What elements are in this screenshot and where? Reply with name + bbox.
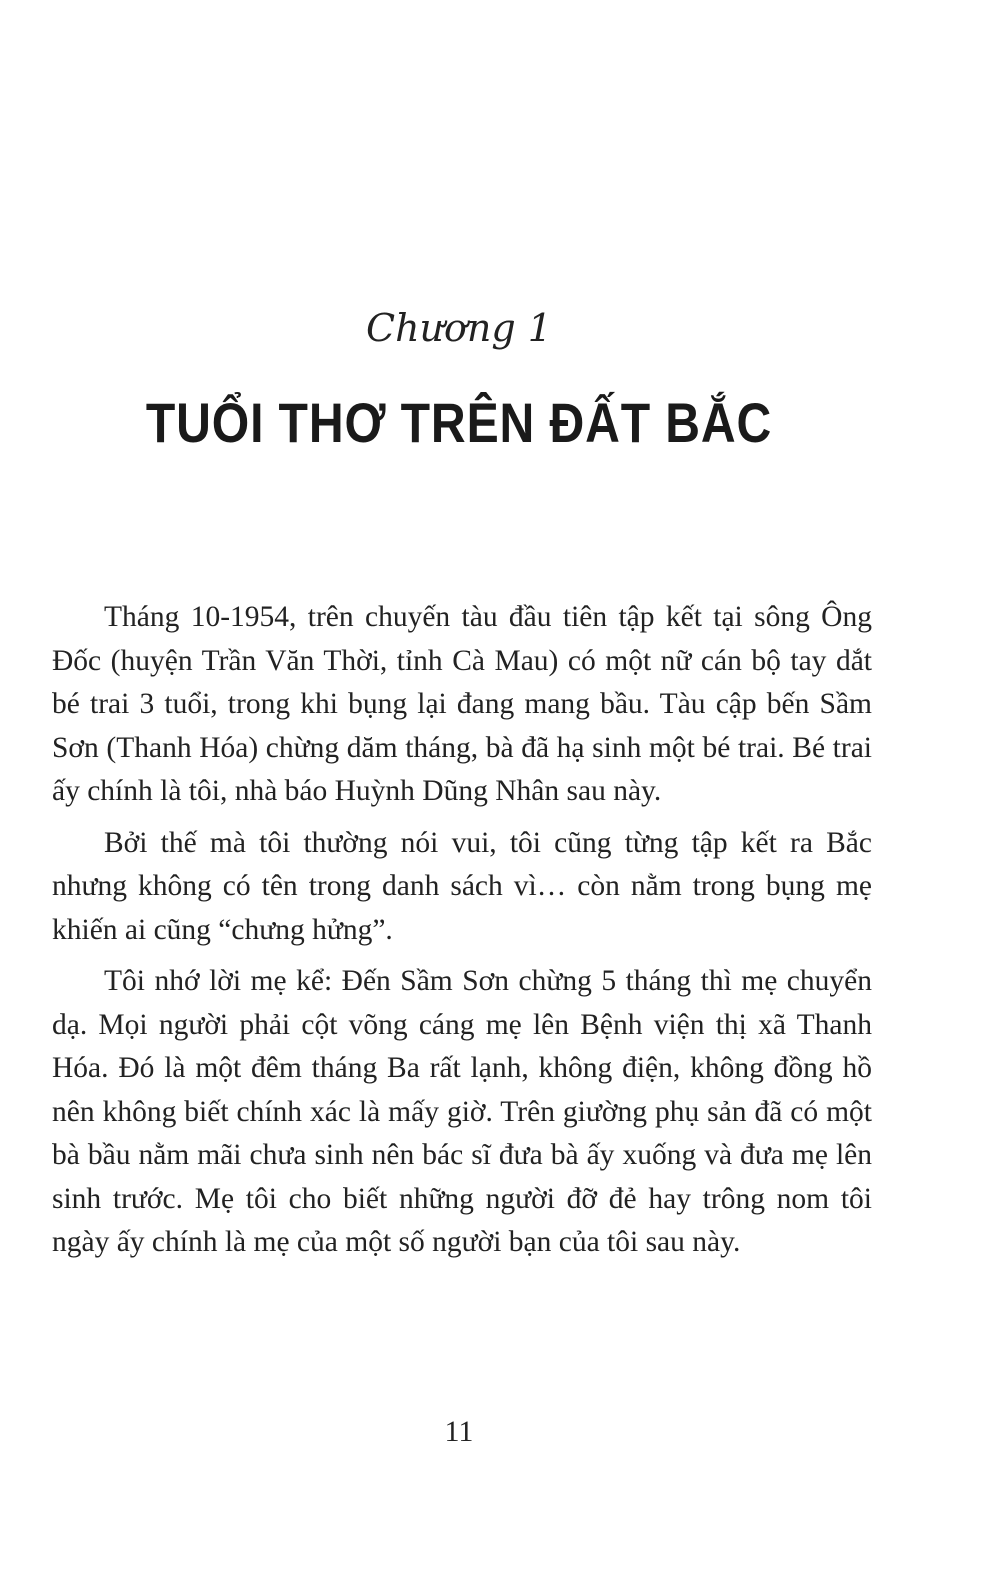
chapter-label: Chương 1 [366,306,552,350]
paragraph: Bởi thế mà tôi thường nói vui, tôi cũng từng tập kết ra Bắc nhưng không có tên trong danh sách vì… còn nằm trong bụng mẹ khiến ai cũng “chưng hửng”. [52,826,872,946]
paragraph: Tôi nhớ lời mẹ kể: Đến Sầm Sơn chừng 5 tháng thì mẹ chuyển dạ. Mọi người phải cột võng cáng mẹ lên Bệnh viện thị xã Thanh Hóa. Đó là một đêm tháng Ba rất lạnh, không điện, không đồng hồ nên không biết chính xác là mấy giờ. Trên giường phụ sản đã có một bà bầu nằm mãi chưa sinh nên bác sĩ đưa bà ấy xuống và đưa mẹ lên sinh trước. Mẹ tôi cho biết những người đỡ đẻ hay trông nom tôi ngày ấy chính là mẹ của một số người bạn của tôi sau này. [52,965,872,1258]
chapter-title: TUỔI THƠ TRÊN ĐẤT BẮC [145,391,773,454]
paragraph: Tháng 10-1954, trên chuyến tàu đầu tiên tập kết tại sông Ông Đốc (huyện Trần Văn Thời, tỉnh Cà Mau) có một nữ cán bộ tay dắt bé trai 3 tuổi, trong khi bụng lại đang mang bầu. Tàu cập bến Sầm Sơn (Thanh Hóa) chừng dăm tháng, bà đã hạ sinh một bé trai. Bé trai ấy chính là tôi, nhà báo Huỳnh Dũng Nhân sau này. [52,601,872,807]
chapter-body [52,596,872,1273]
page-number: 11 [444,1415,474,1448]
